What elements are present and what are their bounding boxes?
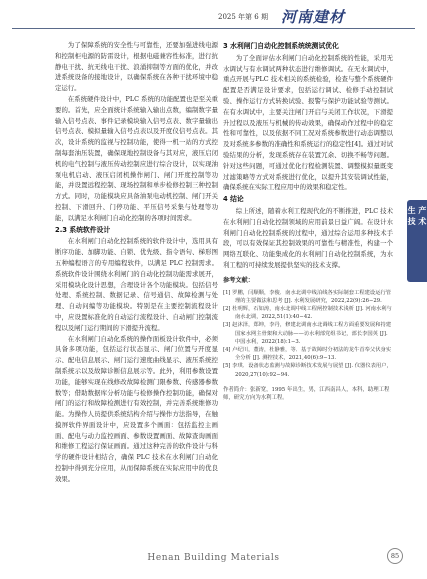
page-number: 85 — [387, 548, 403, 564]
body-paragraph: 在水利闸门自动化控制系统的软件设计中，选用具有断序功能、加脚功能、自锁、优先级、指令语句、梯形图五种编程语言的专用编程软件，以满足 PLC 控制需求。系统软件设计围绕水利闸门的自动化控制功能需求展开，采用模块化设计思想，合理设计各个功能模块。包括信号处理、系统控制、数据记录、信号通信、故障检测与处理、自动问编等功能模块。特别是在主要控制流程设计中，应设置标准化的自动运行流程设计、自动闸门控制流程以及闸门运行期间的下滑提升流程。 — [55, 237, 218, 332]
header-rule — [12, 28, 415, 29]
reference-item: [1] 罗鹏，闫顺顺，李俊．南水北调中线泊线各实际制套工程建设运行管理的主要做法和思考 [J]. 水利发展研究，2022,22(9):26−29. — [223, 289, 392, 304]
reference-item: [2] 杜明辉，石如涛，南水北调中线工程闸控制技术浅析 [J]. 河南水利与南水北调，2022,51(1):40−42. — [223, 305, 392, 321]
body-paragraph: 为了全面评估水利闸门自动化控制系统的性能，采用无水调试与有水调试两种状态进行维修调试。在无水调试中，重点开展与PLC 技术相关的系统检验，检查与整个系统硬件配置是否满足设计要求，包括运行调试、检修手动控制试验、操作运行方式转换试验、报警与保护功能试验等测试。在有水调试中，主要关注闸门开启与关闭工作状况，下滑提升过程以及液压与机械的传动效果，确保动作过程中的稳定性和可靠性，以及依据不同工况对系统参数进行动态调整以及对系统多参数的准确性和系统运行的稳定性[4]。通过对试验结果的分析，发现系统存在装置冗余、切换不畅等问题。针对这些问题，可通过优化行程检测装置、调整模拟量既变过滤策略等方式对系统进行优化，以提升其安装调试性能，确保系统在实际工程应用中的效果和稳定性。 — [223, 53, 393, 192]
journal-title-en: Henan Building Materials — [147, 553, 280, 563]
body-paragraph: 为了保障系统的安全性与可靠性，还要加强进线电源和控制柜电源的防雷设计，根据电磁兼容性标准，进行抗静电干扰、抗无线电干扰、浪涌抑制等方面的优化，并改进系统设备的接地设计，以确保系统在各种干扰环境中稳定运行。 — [55, 41, 218, 93]
side-tab-label: 生 产 技 术 — [407, 206, 427, 226]
reference-item: [5] 李琪．设备状态监测与故障诊断技术发展与展望 [J]. 仪器仪表用户，2020,27(10):92−94. — [223, 363, 392, 378]
author-note: 作者简介：张新宽，1995 年出生，男，江西南昌人，本科，助理工程师，研究方向为水利工程。 — [223, 386, 390, 402]
references-heading: 参考文献： — [223, 276, 254, 284]
journal-title-cn: 河南建材 — [281, 8, 346, 26]
reference-item: [3] 赵沐泽，郑坤，李丹，修建北调南水北调线工程方面重要发展和持建国家水网主骨架和大动脉——访水利部党组书记，部长李国英 [J]. 中国水利，2022(18):1−3. — [223, 322, 392, 345]
page-header — [0, 0, 427, 34]
right-column — [223, 40, 393, 403]
section-heading: 2.3 系统软件设计 — [55, 225, 111, 234]
body-paragraph: 综上所述，随着水利工程现代化的不断推进，PLC 技术在水利闸门自动化控制领域的应用前景日益广阔。在设计水利闸门自动化控制系统的过程中，通过综合运用多种技术手段，可以有效保证其控制效果的可靠性与精准性，构建一个网络互联化、功能集成化的水利闸门自动化控制系统，为水利工程的可持续发展提供坚实的技术支撑。 — [223, 206, 393, 269]
section-heading: 3 水利闸门自动化控制系统统测试优化 — [223, 42, 339, 50]
section-heading: 4 结论 — [223, 195, 244, 204]
reference-item: [4] 卢纪川，董涛，杜静雅，等．基于故障时分初法的龙牛首奉父伏身实全分析 [J]. 测控技术，2021,40(6):9−13. — [223, 346, 392, 362]
body-paragraph: 在水利闸门自动化系统的操作面板设计软件中，必须具备多项功能，包括运行状态显示、闸门位置与开度显示、配电信息展示、闸门运行速度曲线显示、液压系统控制系统示以及故障诊断信息展示等。此外，利用参数设置功能，能够实现在线修改故障检测门限参数、传感器参数数等；借助数据库分析功能与检修操作控制功能，确保对闸门的运行和故障检测进行有效控制，并完善系统维修功能。为操作人员提供系统结构介绍与操作方法指导，在触摸屏软件界面设计中，应设置多个画面：包括监控主画面、配电与动力监控画面、参数设置画面、故障查询画面和维修工程运行保证画面。通过这种完善的软件设计与科学的硬件设计相结合，确保 PLC 技术在水利闸门自动化控制中得到充分应用，从而保障系统在实际应用中的优良效果。 — [55, 334, 218, 483]
issue-label: 2025 年第 6 期 — [218, 13, 268, 21]
left-column — [55, 40, 218, 485]
body-paragraph: 在系统硬件设计中，PLC 系统的功能配置也是至关重要的。首先，应全面统计系统输入输出点数，编制数字量输入信号点表、事件记录模块输入信号点表、数字量输出信号点表、模拟量输入信号点表以及开度仪信号点表。其次，设计系统的监视与控制功能，使得一机一站的方式控制每套油压装置，确保现地控制设备与其对应，液压启闭机的电气控制与液压传动控制应进行综合设计，以实现油泵电机启动、液压启闭机操作闸门、闸门开度控制等功能，并设置远程控制、现场控制和单步检修控制三种控制方式。同时，功能模块应具备油泵电动机控制、闸门开关控制、下滑回升、门停功能、平压信号采集与处理等功能，以满足水利闸门自动化控制的各项时间需求。 — [55, 94, 218, 222]
